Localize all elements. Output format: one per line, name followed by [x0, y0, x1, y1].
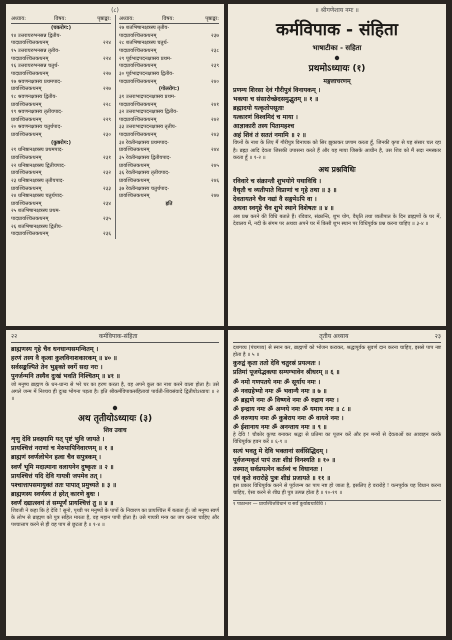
- index-entry-label: १८ श्रवणनक्षत्रस्य द्वितीय-: [11, 93, 58, 100]
- ornament-icon: [233, 55, 441, 61]
- index-entry-label: प्रायश्चित्तकथनम्: [11, 185, 42, 192]
- index-entry-label: पादप्रायश्चित्तकथनम्: [11, 70, 49, 77]
- index-entry: [119, 25, 219, 33]
- index-entry-page: २४४: [211, 147, 219, 154]
- index-entry-label: (कुष्ठरोग:): [51, 139, 71, 146]
- index-entry: [11, 216, 111, 224]
- index-entry-label: पादप्रायश्चित्तकथनम्: [119, 48, 157, 55]
- index-entry: [11, 178, 111, 186]
- verse-line: प्रतिमां पूजयेद्भक्त्या सम्यग्भावेन श्रीधरम् ॥ ६ ॥: [233, 369, 340, 377]
- index-entry-label: प्रायश्चित्तकथनम्: [11, 170, 42, 177]
- index-entry-label: पादप्रायश्चित्तकथनम्: [11, 40, 49, 47]
- index-category: [11, 25, 111, 33]
- verse-block: [233, 447, 441, 484]
- verse-line: ॐ नमो गणपतये नमः ॐ सूर्याय नमः ।: [233, 378, 321, 386]
- index-entry-label: प्रायश्चित्तकथनम्: [11, 132, 42, 139]
- verse-block: [233, 86, 441, 141]
- index-entry: [11, 71, 111, 79]
- commentary: इस प्रकार विधिपूर्वक करने से पूर्वजन्म का पाप नष्ट हो जाता है, इसलिए हे वरारोहे ! यत्नपूर्वक यह विधान करना चाहिए, ऐसा करने से शीघ्र ही पुत्र उत्पन्न होता है ॥ १०-११ ॥: [233, 483, 441, 497]
- index-entry-label: प्रायश्चित्तकथनम्: [119, 147, 150, 154]
- index-entry: [11, 63, 111, 71]
- index-entry-page: २४६: [211, 177, 219, 184]
- index-entry-label: ३० पूर्वभाद्रपदनक्षत्रस्य द्वितीय-: [119, 70, 174, 77]
- index-entry: [11, 94, 111, 102]
- index-entry: [11, 40, 111, 48]
- verse-line: कुरुद्वं कृता ततो देवि चतुरस्रं प्रयत्नतः ।: [233, 360, 321, 368]
- verse-line: पूर्वजन्मकृतं पापं ततः शीघ्रं विनश्यति ॥ १० ॥: [233, 456, 336, 464]
- verse-line: पुनर्जन्मनि तस्यैव दुःखं भवति निश्चितम् ॥ ४१ ॥: [11, 373, 120, 381]
- verse-block: [11, 435, 219, 508]
- verse-line: ब्राह्मणं स्वर्णलोभेन हत्वा चैव सपुत्रकम् ।: [11, 454, 102, 462]
- index-column-left: [11, 15, 111, 239]
- index-entry: [119, 132, 219, 140]
- page-number: २३: [434, 333, 441, 340]
- index-entry: [11, 109, 111, 117]
- index-entry-label: २२ धनिष्ठानक्षत्रस्य द्वितीयपाद-: [11, 162, 66, 169]
- verse-line: रविवारे च संक्रान्तौ शुभयोगे यथाविधि ।: [233, 178, 322, 186]
- index-entry: [119, 170, 219, 178]
- index-header: अध्याय: विषय: पृष्ठाङ्का:: [11, 16, 111, 24]
- index-entry-page: २३०: [103, 132, 111, 139]
- index-entry: [11, 132, 111, 140]
- verse-line: सर्वसङ्कल्पिते तेन भुङ्क्ते स्वर्गे सदा नरः ।: [11, 364, 103, 372]
- index-entry-page: २२८: [103, 101, 111, 108]
- verse-line: स्वर्णं भूमि मदात्माना वलायनेन दुष्कृतः ॥ २ ॥: [11, 463, 114, 471]
- index-entry-label: प्रायश्चित्तकथनम्: [11, 200, 42, 207]
- index-entry-page: २२९: [103, 116, 111, 123]
- index-entry-label: २९ पूर्वभाद्रपदनक्षत्रस्य प्रथम-: [119, 55, 172, 62]
- index-entry-label: प्रायश्चित्तकथनम्: [119, 177, 150, 184]
- verse-line: ब्राह्मणस्य गृहे चैव धनधान्यसमन्वितम् ।: [11, 346, 99, 354]
- verse-line: वैधृतौ च व्यतीपाते विप्राणां च गृहे तथा ॥ ३ ॥: [233, 187, 337, 195]
- verse-line: ब्रह्मादयो यत्कृतोपसूताः: [233, 104, 284, 112]
- index-entry-page: २४१: [211, 101, 219, 108]
- verse-line: ॐ ईशानाय नमः ॐ अनन्ताय नमः ॥ ९ ॥: [233, 424, 327, 432]
- index-entry-page: २३१: [103, 155, 111, 161]
- commentary: शिवजी ने कहा कि हे देवि ! सुनो, पृथ्वी पर मनुष्यों के पापों के निवारण का प्रायश्चित्त मैं बताता हूँ। जो मनुष्य स्वर्ण के लोभ से ब्राह्मण को पुत्र सहित मारता है, वह महान पापी होता है। उसे गायत्री मन्त्र का जप करना चाहिए और पश्चात्ताप करने से ही वह पाप से छूटता है ॥ १-४ ॥: [11, 508, 219, 529]
- index-entry-label: (चकरोग:): [50, 25, 72, 32]
- index-entry: [11, 48, 111, 56]
- index-entry-page: २३७: [211, 32, 219, 39]
- index-entry: [119, 147, 219, 155]
- verse-line: अहं शिवं तं सततं नमामि ॥ २ ॥: [233, 132, 307, 140]
- index-entry-label: १९ श्रवणनक्षत्रस्य तृतीयपाद-: [11, 109, 63, 116]
- index-entry: [119, 193, 219, 201]
- verse-line: ॐ इन्द्राय नमः ॐ अग्नये नमः ॐ यमाय नमः ॥ ८ ॥: [233, 405, 351, 413]
- index-entry: [119, 94, 219, 102]
- index-entry-label: २० श्रवणनक्षत्रस्य चतुर्थपाद-: [11, 124, 63, 131]
- index-list-right: [119, 25, 219, 208]
- book-title: कर्मविपाक - संहिता: [275, 20, 399, 41]
- index-entry: [11, 102, 111, 110]
- index-entry: [11, 124, 111, 132]
- text-page-left: [6, 330, 224, 636]
- running-head: तृतीय अध्याय: [319, 333, 349, 340]
- index-entry: [11, 170, 111, 178]
- index-entry-label: पादप्रायश्चित्तकथनम्: [119, 132, 157, 139]
- index-entry-page: २२४: [103, 40, 111, 47]
- index-entry-label: ३५ रेवतीनक्षत्रस्य द्वितीयपाद-: [119, 155, 172, 161]
- verse-line: हरणं तस्य वै कृत्वा कुलविनाशकारकम् ॥ ४० ॥: [11, 355, 118, 363]
- index-entry: [11, 193, 111, 201]
- index-entry-label: ३२ उत्तराभाद्रपदनक्षत्रस्य द्वितीय-: [119, 109, 178, 116]
- chapter-title: प्रथमोऽध्यायः (१): [308, 64, 366, 75]
- verse-line: शृणु देवि प्रवक्ष्यामि यत् पृष्टं भुवि जायते ।: [11, 436, 105, 444]
- running-head: कर्मविपाक-संहिता: [98, 333, 138, 340]
- index-category: [119, 86, 219, 94]
- invocation: ॥ श्रीगणेशाय नमः ॥: [315, 7, 359, 14]
- verse-line: तस्मात् सर्वप्रयत्नेन कर्तव्यं च विधानतः ।: [233, 465, 323, 473]
- index-entry-label: प्रायश्चित्तकथनम्: [11, 116, 42, 123]
- page-number: (८): [111, 7, 119, 14]
- index-entry-page: २४०: [211, 78, 219, 85]
- index-entry-label: २८ शतभिषानक्षत्रस्य चतुर्थ-: [119, 40, 169, 47]
- index-header: अध्याय: विषय: पृष्ठाङ्का:: [119, 16, 219, 24]
- index-entry-label: १५ उत्तरायरुभनसन्न तृतीय-: [11, 48, 60, 55]
- index-entry-label: १७ श्रवणनक्षत्रस्य प्रथमपाद-: [11, 78, 62, 85]
- ornament-icon: [11, 405, 219, 411]
- index-column-right: [115, 15, 219, 239]
- index-category: [119, 201, 219, 209]
- index-entry-label: पादप्रायश्चित्तकथनम्: [119, 63, 157, 70]
- index-entry-label: इति: [165, 200, 173, 207]
- verse-line: अथवा स्वगृहे चैव शुभे स्थाने विशेषतः ॥ ४ ॥: [233, 205, 334, 213]
- verse-line: देवतायतने चैव नद्यां वै सङ्गमेऽपि वा ।: [233, 196, 317, 204]
- index-entry: [119, 71, 219, 79]
- index-entry-page: २४५: [211, 162, 219, 169]
- verse-line: ॐ वरुणाय नमः ॐ कुबेराय नमः ॐ वायवे नमः ।: [233, 415, 344, 423]
- index-entry-label: प्रायश्चित्तकथनम्: [11, 86, 42, 93]
- index-entry-page: २३३: [103, 185, 111, 192]
- index-entry-label: ३६ रेवतीनक्षत्रस्य तृतीयपाद-: [119, 170, 170, 177]
- verse-line: यत्कारणं विश्वमिदं च माया ।: [233, 114, 298, 122]
- index-entry: [119, 178, 219, 186]
- index-entry-page: २४३: [211, 132, 219, 139]
- index-entry: [119, 40, 219, 48]
- index-entry: [11, 208, 111, 216]
- index-entry-label: (गोलरोग:): [158, 86, 180, 93]
- verse-line: प्रायश्चित्तं यदि देवि गायत्री जपमेव तत् ।: [11, 472, 102, 480]
- section-label: शिव उवाच: [103, 427, 127, 435]
- verse-line: ब्राह्मणस्य स्वर्णस्य तं हरेत् कारणे बुधः ।: [11, 490, 100, 498]
- footnote: १ पाठान्तर — प्रायश्चित्तविधानं च सर्वं कुर्याद्यथाविधि ।: [233, 500, 441, 508]
- index-entry: [11, 86, 111, 94]
- index-entry-label: पादप्रायश्चित्तकथनम्: [119, 32, 157, 39]
- index-entry-page: २३२: [103, 170, 111, 177]
- index-entry: [119, 109, 219, 117]
- verse-line: पश्चात्तापसमायुक्तं ततः पापात् प्रमुच्यते ॥ ३ ॥: [11, 481, 117, 489]
- index-entry-label: २७ शतभिषानक्षत्रस्य तृतीय-: [119, 25, 170, 32]
- index-entry-label: प्रायश्चित्तकथनम्: [119, 193, 150, 200]
- index-entry-label: ३१ उत्तराभाद्रपदनक्षत्रस्य प्रथम-: [119, 93, 176, 100]
- index-entry-page: २३५: [103, 216, 111, 223]
- index-entry: [119, 155, 219, 163]
- verse-block: [233, 177, 441, 214]
- index-entry-label: ३४ रेवतीनक्षत्रस्य प्रथमपाद-: [119, 139, 169, 146]
- index-entry-label: २४ धनिष्ठानक्षत्रस्य चतुर्थपाद-: [11, 193, 64, 200]
- index-entry: [119, 63, 219, 71]
- index-entry-page: २३४: [103, 200, 111, 207]
- index-list-left: [11, 25, 111, 239]
- page-number: २२: [11, 333, 18, 340]
- index-entry-label: प्रायश्चित्तकथनम्: [119, 162, 150, 169]
- index-entry-label: पादप्रायश्चित्तकथनम्: [119, 116, 157, 123]
- index-entry-page: २३८: [211, 48, 219, 55]
- index-entry-label: प्रायश्चित्तकथनम्: [11, 155, 42, 161]
- index-entry-label: प्रायश्चित्तकथनम्: [11, 101, 42, 108]
- index-entry-label: ३३ उत्तराभाद्रपदनक्षत्रस्य तृतीय-: [119, 124, 177, 131]
- index-entry: [11, 147, 111, 155]
- index-page: [6, 4, 224, 326]
- index-entry-label: १४ उत्तरायरुभनसन्न द्वितीय-: [11, 32, 62, 39]
- index-entry-label: पादप्रायश्चित्तकथनम्: [11, 216, 49, 223]
- commentary: अब प्रश्न करने की विधि बताते हैं। रविवार, संक्रान्ति, शुभ योग, वैधृति तथा व्यतीपात के दिन ब्राह्मणों के घर में, देवालय में, नदी के संगम पर अथवा अपने घर में किसी शुभ स्थान पर विधिपूर्वक प्रश्न करना चाहिए ॥ ३-४ ॥: [233, 213, 441, 227]
- verse-line: ॐ नवग्रहेभ्यो नमः ॐ भवान्यै नमः ॥ ७ ॥: [233, 387, 327, 395]
- index-entry-page: २४७: [211, 193, 219, 200]
- verse-line: ॐ ब्रह्मणे नमः ॐ विष्णवे नमः ॐ रुद्राय नमः ।: [233, 396, 339, 404]
- index-entry-label: पादप्रायश्चित्तकथनम्: [119, 101, 157, 108]
- index-entry: [119, 124, 219, 132]
- index-entry-page: २२७: [103, 86, 111, 93]
- index-entry: [11, 231, 111, 239]
- index-entry-label: २३ धनिष्ठानक्षत्रस्य तृतीयपाद-: [11, 177, 65, 184]
- title-page: [228, 4, 446, 326]
- index-entry-page: २३६: [103, 231, 111, 238]
- index-columns: [11, 15, 219, 239]
- commentary: हे देवि ! चौकोर कुण्ड बनाकर श्रद्धा से प्रतिमा का पूजन करें और इन मन्त्रों से देवताओं का आवाहन करके विधिपूर्वक हवन करें ॥ ६-९ ॥: [233, 432, 441, 446]
- index-entry-label: पादप्रायश्चित्तकथनम्: [11, 55, 49, 62]
- section-heading: अथ प्रश्नविधिः: [318, 164, 356, 174]
- index-entry: [11, 155, 111, 163]
- verse-line: एवं कृते वरारोहे पुत्रः शीघ्रं प्रजायते ॥ ११ ॥: [233, 474, 331, 482]
- verse-block: [11, 345, 219, 382]
- verse-line: भक्त्या च संसारोच्छेदसमुद्भुतम् ॥ १ ॥: [233, 95, 319, 103]
- index-entry-label: १६ उत्तरायरुभनसन्न चतुर्थ-: [11, 63, 60, 70]
- index-entry-label: पादप्रायश्चित्तकथनम्: [119, 78, 157, 85]
- running-header: [233, 333, 441, 343]
- section-label: मङ्गलाचरणम्: [323, 77, 351, 85]
- index-entry-page: २३९: [211, 63, 219, 70]
- book-subtitle: भाषाटीका - सहिता: [312, 44, 362, 53]
- commentary: जो मनुष्य ब्राह्मण के धन-धान्य से भरे घर का हरण करता है, वह अपने कुल का नाश करने वाला होता है। उसे अगले जन्म में निश्चय ही दुःख भोगना पड़ता है। इति श्रीकर्मविपाकसंहितायां पार्वती-शिवसंवादे द्वितीयोऽध्यायः ॥ २ ॥: [11, 381, 219, 402]
- index-entry-label: पादप्रायश्चित्तकथनम्: [11, 231, 49, 238]
- index-entry: [119, 102, 219, 110]
- index-entry-label: ३७ रेवतीनक्षत्रस्य चतुर्थपाद-: [119, 185, 170, 192]
- index-entry-page: २२७: [103, 70, 111, 77]
- index-entry-label: २१ धनिष्ठानक्षत्रस्य प्रथमपाद-: [11, 147, 64, 154]
- running-header: [11, 333, 219, 343]
- commentary: विघ्नों के नाश के लिए मैं गौरीपुत्र विनायक को सिर झुकाकर प्रणाम करता हूँ, जिनकी कृपा से यह संसार चल रहा है। ब्रह्मा आदि देवता जिसकी उपासना करते हैं और यह माया जिसके आधीन है, उस शिव को मैं सदा नमस्कार करता हूँ ॥ १-२ ॥: [233, 140, 441, 161]
- index-entry-page: २२४: [103, 55, 111, 62]
- index-entry-label: २६ शतभिषानक्षत्रस्य द्वितीय-: [11, 223, 63, 230]
- text-page-right: [228, 330, 446, 636]
- chapter-title: अथ तृतीयोऽध्यायः (३): [77, 413, 153, 424]
- verse-line: सत्यं भवतु मे देवि भक्तानां सर्वसिद्धिदम् ।: [233, 447, 328, 455]
- verse-line: स्वर्णं दद्यात्स्वयं तं सम्पूर्णं प्रायश्चित्तं तु ॥ ४ ॥: [11, 500, 114, 508]
- verse-line: आज्ञाकारी तस्य पितामहश्च: [233, 123, 295, 131]
- commentary: दशगव्य (पंचगव्य) से स्नान कर, ब्राह्मणों को भोजन कराकर, श्रद्धापूर्वक सुवर्ण दान करना चाहिए, इससे पाप नष्ट होता है ॥ ५ ॥: [233, 345, 441, 359]
- verse-line: प्रायश्चित्तं नराणां च मेरुपापिनिवारणम् ॥ १ ॥: [11, 445, 114, 453]
- verse-block: [233, 359, 441, 432]
- index-entry-page: २४२: [211, 116, 219, 123]
- verse-line: प्रणम्य शिरसा देवं गौरीपुत्रं विनायकम् ।: [233, 86, 321, 94]
- index-entry-label: २५ शतभिषानक्षत्रस्य प्रथम-: [11, 208, 61, 215]
- index-entry: [119, 48, 219, 56]
